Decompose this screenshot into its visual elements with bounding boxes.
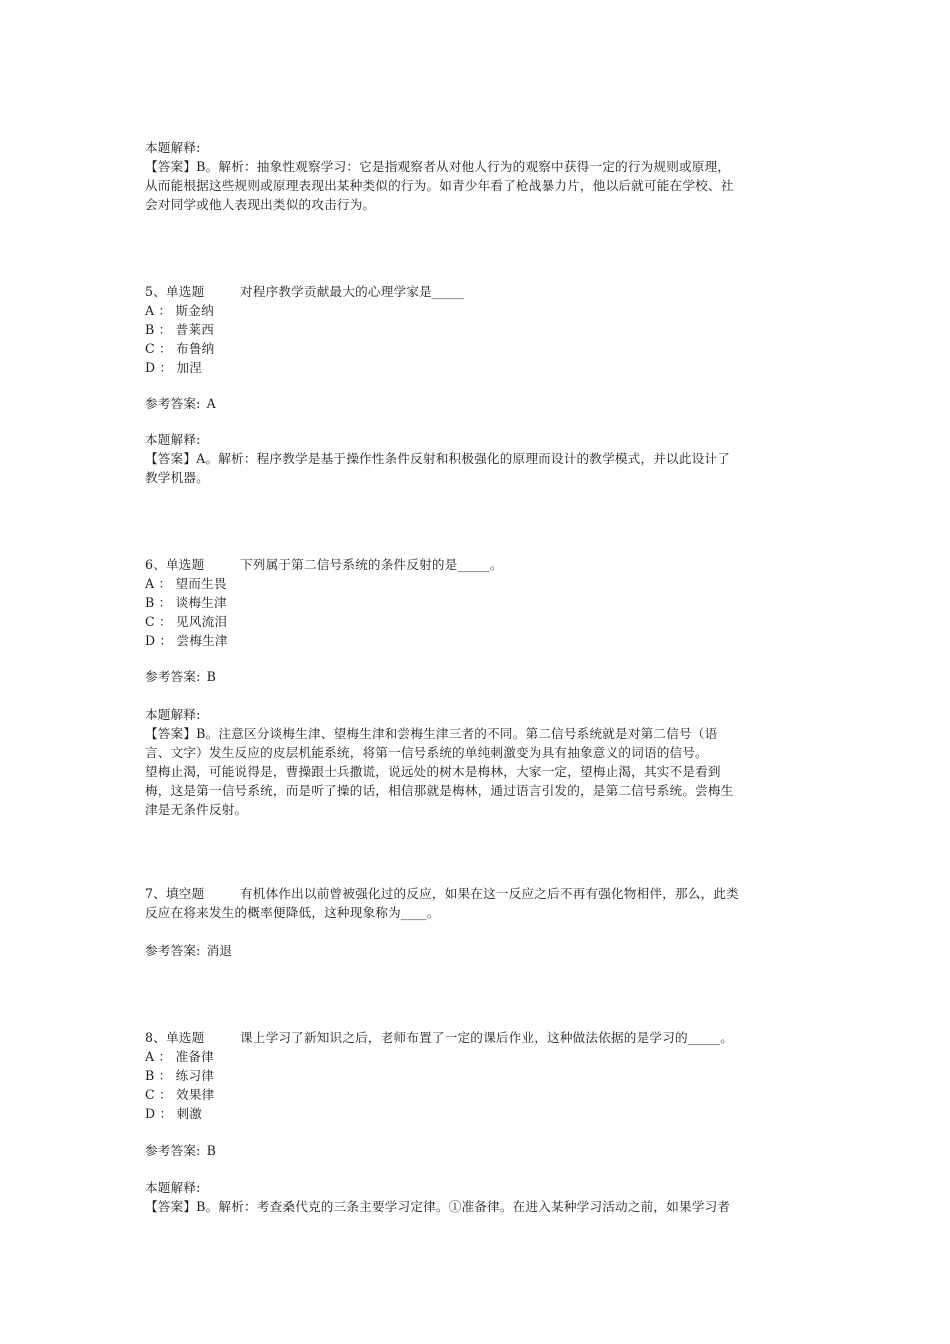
answer-7: [145, 941, 810, 960]
answer-label: 参考答案:: [145, 669, 201, 684]
answer-value: 消退: [206, 943, 233, 958]
explanation-6: [145, 705, 810, 819]
question-number-type: 6、单选题: [145, 557, 205, 572]
question-stem: 有机体作出以前曾被强化过的反应，如果在这一反应之后不再有强化物相伴，那么，此类: [240, 886, 739, 901]
question-number-type: 5、单选题: [145, 284, 205, 299]
answer-label: 参考答案:: [145, 1143, 201, 1158]
explanation-line: 【答案】B。注意区分谈梅生津、望梅生津和尝梅生津三者的不同。第二信号系统就是对第二信号（语: [145, 726, 718, 741]
explanation-label: 本题解释:: [145, 707, 201, 722]
explanation-line: 【答案】B。解析：考查桑代克的三条主要学习定律。①准备律。在进入某种学习活动之前，如果学习者: [145, 1199, 731, 1214]
explanation-line: 【答案】A。解析：程序教学是基于操作性条件反射和积极强化的原理而设计的教学模式，并以此设计了: [145, 451, 731, 466]
prev-explanation: [145, 138, 810, 214]
explanation-line: 津是无条件反射。: [145, 802, 248, 817]
option-c: C ： 见风流泪: [145, 614, 228, 629]
explanation-5: [145, 430, 810, 487]
question-stem: 下列属于第二信号系统的条件反射的是_____。: [240, 557, 503, 572]
option-d: D ： 刺激: [145, 1106, 203, 1121]
question-number-type: 7、填空题: [145, 886, 205, 901]
question-header: [145, 884, 810, 903]
option-a: A ： 望而生畏: [145, 576, 227, 591]
explanation-line: 【答案】B。解析：抽象性观察学习：它是指观察者从对他人行为的观察中获得一定的行为规则或原理，: [145, 159, 731, 174]
question-number-type: 8、单选题: [145, 1030, 205, 1045]
explanation-line: 会对同学或他人表现出类似的攻击行为。: [145, 197, 376, 212]
question-header: [145, 555, 810, 574]
option-b: B ： 练习律: [145, 1068, 215, 1083]
answer-value: A: [206, 396, 216, 411]
answer-5: [145, 394, 810, 413]
explanation-line: 教学机器。: [145, 470, 209, 485]
explanation-label: 本题解释:: [145, 432, 201, 447]
question-8: [145, 1028, 810, 1123]
option-c: C ： 布鲁纳: [145, 341, 215, 356]
explanation-line: 梅，这是第一信号系统，而是听了操的话，相信那就是梅林，通过语言引发的，是第二信号系统。尝梅生: [145, 783, 734, 798]
answer-label: 参考答案:: [145, 943, 201, 958]
explanation-line: 言、文字）发生反应的皮层机能系统，将第一信号系统的单纯刺激变为具有抽象意义的词语的信号。: [145, 745, 708, 760]
answer-value: B: [206, 1143, 217, 1158]
explanation-label: 本题解释:: [145, 140, 201, 155]
option-a: A ： 准备律: [145, 1049, 214, 1064]
question-6: [145, 555, 810, 650]
option-b: B ： 普莱西: [145, 322, 215, 337]
question-stem-continued: 反应在将来发生的概率便降低，这种现象称为____。: [145, 905, 440, 920]
explanation-line: 望梅止渴，可能说得是，曹操跟士兵撒谎，说远处的树木是梅林，大家一定，望梅止渴，其实不是看到: [145, 764, 721, 779]
question-header: [145, 282, 810, 301]
explanation-8: [145, 1178, 810, 1216]
explanation-line: 从而能根据这些规则或原理表现出某种类似的行为。如青少年看了枪战暴力片，他以后就可能在学校、社: [145, 178, 734, 193]
question-7: [145, 884, 810, 922]
option-d: D ： 尝梅生津: [145, 633, 228, 648]
option-a: A ： 斯金纳: [145, 303, 214, 318]
question-stem: 课上学习了新知识之后，老师布置了一定的课后作业，这种做法依据的是学习的_____。: [240, 1030, 734, 1045]
question-header: [145, 1028, 810, 1047]
answer-6: [145, 667, 810, 686]
option-d: D ： 加涅: [145, 360, 203, 375]
explanation-label: 本题解释:: [145, 1180, 201, 1195]
option-b: B ： 谈梅生津: [145, 595, 227, 610]
answer-label: 参考答案:: [145, 396, 201, 411]
question-5: [145, 282, 810, 377]
answer-8: [145, 1141, 810, 1160]
question-stem: 对程序教学贡献最大的心理学家是_____: [240, 284, 465, 299]
option-c: C ： 效果律: [145, 1087, 215, 1102]
answer-value: B: [206, 669, 217, 684]
